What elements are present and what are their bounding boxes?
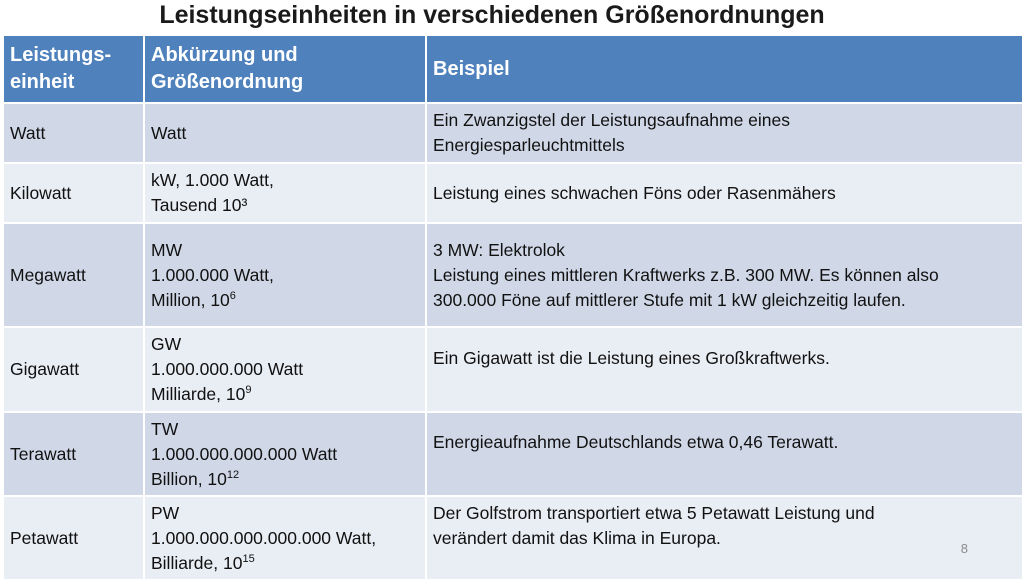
abbreviation-cell: TW 1.000.000.000.000 Watt Billion, $10^{12}$ xyxy=(144,412,426,496)
table-row xyxy=(3,327,1023,412)
example-cell: Ein Gigawatt ist die Leistung eines Großkraftwerks. xyxy=(426,327,1023,412)
exponent: 9 xyxy=(245,384,252,397)
exponent: 15 xyxy=(242,552,255,565)
page-number: 8 xyxy=(960,541,968,556)
abbreviation-cell: MW 1.000.000 Watt, Million, $10^6$ xyxy=(144,223,426,327)
abbreviation-cell: kW, 1.000 Watt, Tausend 10³ xyxy=(144,163,426,223)
table-row xyxy=(3,412,1023,496)
unit-cell: Terawatt xyxy=(3,412,144,496)
header-example: Beispiel xyxy=(426,35,1023,103)
example-cell: Energieaufnahme Deutschlands etwa 0,46 Terawatt. xyxy=(426,412,1023,496)
abbreviation-cell: Watt xyxy=(144,103,426,163)
header-abbreviation: Abkürzung und Größenordnung xyxy=(144,35,426,103)
unit-cell: Watt xyxy=(3,103,144,163)
example-cell: Leistung eines schwachen Föns oder Rasenmähers xyxy=(426,163,1023,223)
power-units-table xyxy=(2,34,1024,581)
unit-cell: Megawatt xyxy=(3,223,144,327)
abbreviation-cell: GW 1.000.000.000 Watt Milliarde, $10^9$ xyxy=(144,327,426,412)
table-row xyxy=(3,496,1023,580)
example-cell: Der Golfstrom transportiert etwa 5 Petawatt Leistung und verändert damit das Klima in Europa. xyxy=(426,496,1023,580)
exponent: 6 xyxy=(229,289,236,302)
unit-cell: Kilowatt xyxy=(3,163,144,223)
unit-cell: Petawatt xyxy=(3,496,144,580)
header-unit: Leistungs- einheit xyxy=(3,35,144,103)
table-header-row xyxy=(3,35,1023,103)
unit-cell: Gigawatt xyxy=(3,327,144,412)
table-row xyxy=(3,223,1023,327)
table-row xyxy=(3,163,1023,223)
example-cell: 3 MW: Elektrolok Leistung eines mittleren Kraftwerks z.B. 300 MW. Es können also 300.000 Föne auf mittlerer Stufe mit 1 kW gleichzeitig laufen. xyxy=(426,223,1023,327)
slide-title: Leistungseinheiten in verschiedenen Größenordnungen xyxy=(159,1,825,29)
exponent: 12 xyxy=(226,468,240,481)
abbreviation-cell: PW 1.000.000.000.000.000 Watt, Billiarde, $10^{15}$ xyxy=(144,496,426,580)
example-cell: Ein Zwanzigstel der Leistungsaufnahme eines Energiesparleuchtmittels xyxy=(426,103,1023,163)
table-row xyxy=(3,103,1023,163)
